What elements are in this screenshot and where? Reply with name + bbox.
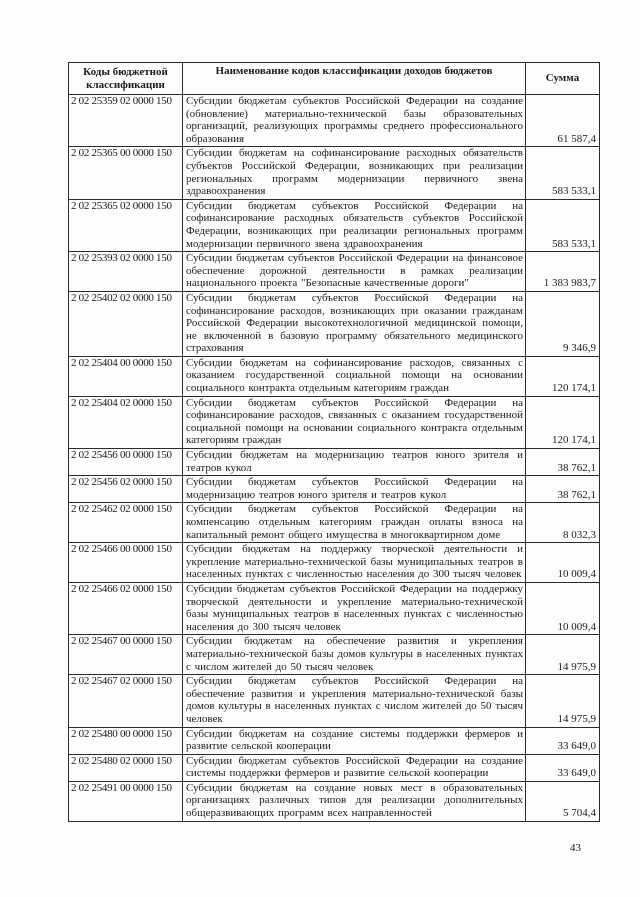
row-sum-value: 1 383 983,7 <box>526 252 600 292</box>
row-budget-code: 2 02 25466 02 0000 150 <box>69 582 183 634</box>
row-classification-name: Субсидии бюджетам субъектов Российской Федерации на модернизацию театров юного зрителя и театров кукол <box>183 476 526 503</box>
row-classification-name: Субсидии бюджетам субъектов Российской Федерации на поддержку творческой деятельности и укрепление материально-технической базы муниципальных театров в населенных пунктах с численностью населения до 300 тысяч человек <box>183 582 526 634</box>
col-header-codes: Коды бюджетной классификации <box>69 63 183 95</box>
row-budget-code: 2 02 25456 00 0000 150 <box>69 449 183 476</box>
row-classification-name: Субсидии бюджетам на обеспечение развития и укрепления материально-технической базы домов культуры в населенных пунктах с числом жителей до 50 тысяч человек <box>183 635 526 675</box>
table-row <box>69 543 600 583</box>
row-classification-name: Субсидии бюджетам субъектов Российской Федерации на компенсацию отдельным категориям граждан оплаты взноса на капитальный ремонт общего имущества в многоквартирном доме <box>183 503 526 543</box>
row-classification-name: Субсидии бюджетам на модернизацию театров юного зрителя и театров кукол <box>183 449 526 476</box>
row-classification-name: Субсидии бюджетам субъектов Российской Федерации на софинансирование расходных обязательств субъектов Российской Федерации, возникающих при реализации региональных программ модернизации первичного звена здравоохранения <box>183 199 526 251</box>
row-sum-value: 9 346,9 <box>526 291 600 356</box>
table-header <box>69 63 600 95</box>
row-sum-value: 33 649,0 <box>526 754 600 781</box>
row-budget-code: 2 02 25393 02 0000 150 <box>69 252 183 292</box>
row-sum-value: 10 009,4 <box>526 543 600 583</box>
row-budget-code: 2 02 25467 00 0000 150 <box>69 635 183 675</box>
row-classification-name: Субсидии бюджетам субъектов Российской Федерации на софинансирование расходов, связанных с оказанием государственной социальной помощи на основании социального контракта отдельным категориям граждан <box>183 396 526 448</box>
col-header-names: Наименование кодов классификации доходов бюджетов <box>183 63 526 95</box>
row-classification-name: Субсидии бюджетам на создание системы поддержки фермеров и развитие сельской кооперации <box>183 727 526 754</box>
row-sum-value: 33 649,0 <box>526 727 600 754</box>
row-sum-value: 5 704,4 <box>526 781 600 821</box>
row-sum-value: 583 533,1 <box>526 147 600 199</box>
row-sum-value: 583 533,1 <box>526 199 600 251</box>
row-budget-code: 2 02 25467 02 0000 150 <box>69 675 183 727</box>
table-row <box>69 291 600 356</box>
table-row <box>69 95 600 147</box>
row-classification-name: Субсидии бюджетам субъектов Российской Федерации на софинансирование расходов, возникающих при оказании гражданам Российской Федерации высокотехнологичной медицинской помощи, не включенной в базовую программу обязательного медицинского страхования <box>183 291 526 356</box>
row-budget-code: 2 02 25365 00 0000 150 <box>69 147 183 199</box>
table-row <box>69 503 600 543</box>
row-budget-code: 2 02 25456 02 0000 150 <box>69 476 183 503</box>
row-budget-code: 2 02 25365 02 0000 150 <box>69 199 183 251</box>
row-budget-code: 2 02 25480 02 0000 150 <box>69 754 183 781</box>
row-sum-value: 14 975,9 <box>526 635 600 675</box>
row-budget-code: 2 02 25404 02 0000 150 <box>69 396 183 448</box>
row-classification-name: Субсидии бюджетам на софинансирование расходных обязательств субъектов Российской Федерации, возникающих при реализации региональных программ модернизации первичного звена здравоохранения <box>183 147 526 199</box>
row-budget-code: 2 02 25466 00 0000 150 <box>69 543 183 583</box>
row-budget-code: 2 02 25462 02 0000 150 <box>69 503 183 543</box>
row-sum-value: 10 009,4 <box>526 582 600 634</box>
row-budget-code: 2 02 25404 00 0000 150 <box>69 356 183 396</box>
table-row <box>69 781 600 821</box>
table-row <box>69 252 600 292</box>
table-row <box>69 476 600 503</box>
row-budget-code: 2 02 25359 02 0000 150 <box>69 95 183 147</box>
row-sum-value: 8 032,3 <box>526 503 600 543</box>
table-row <box>69 356 600 396</box>
row-budget-code: 2 02 25480 00 0000 150 <box>69 727 183 754</box>
row-sum-value: 38 762,1 <box>526 449 600 476</box>
row-budget-code: 2 02 25491 00 0000 150 <box>69 781 183 821</box>
row-classification-name: Субсидии бюджетам на создание новых мест в образовательных организациях различных типов для реализации дополнительных общеразвивающих программ всех направленностей <box>183 781 526 821</box>
row-classification-name: Субсидии бюджетам субъектов Российской Федерации на создание системы поддержки фермеров и развитие сельской кооперации <box>183 754 526 781</box>
table-row <box>69 147 600 199</box>
budget-classification-table-container <box>68 62 599 822</box>
col-header-sum: Сумма <box>526 63 600 95</box>
page-number: 43 <box>570 842 581 854</box>
table-row <box>69 675 600 727</box>
table-row <box>69 727 600 754</box>
row-classification-name: Субсидии бюджетам субъектов Российской Федерации на обеспечение развития и укрепления материально-технической базы домов культуры в населенных пунктах с числом жителей до 50 тысяч человек <box>183 675 526 727</box>
row-classification-name: Субсидии бюджетам на софинансирование расходов, связанных с оказанием государственной социальной помощи на основании социального контракта отдельным категориям граждан <box>183 356 526 396</box>
budget-classification-table <box>68 62 600 822</box>
row-classification-name: Субсидии бюджетам субъектов Российской Федерации на финансовое обеспечение дорожной деятельности в рамках реализации национального проекта "Безопасные качественные дороги" <box>183 252 526 292</box>
row-classification-name: Субсидии бюджетам субъектов Российской Федерации на создание (обновление) материально-технической базы образовательных организаций, реализующих программы среднего профессионального образования <box>183 95 526 147</box>
table-row <box>69 582 600 634</box>
row-sum-value: 120 174,1 <box>526 356 600 396</box>
row-sum-value: 120 174,1 <box>526 396 600 448</box>
row-classification-name: Субсидии бюджетам на поддержку творческой деятельности и укрепление материально-технической базы муниципальных театров в населенных пунктах с численностью населения до 300 тысяч человек <box>183 543 526 583</box>
table-row <box>69 199 600 251</box>
table-row <box>69 396 600 448</box>
row-sum-value: 14 975,9 <box>526 675 600 727</box>
row-sum-value: 61 587,4 <box>526 95 600 147</box>
table-body <box>69 95 600 822</box>
table-row <box>69 635 600 675</box>
table-row <box>69 754 600 781</box>
row-budget-code: 2 02 25402 02 0000 150 <box>69 291 183 356</box>
header-row <box>69 63 600 95</box>
table-row <box>69 449 600 476</box>
row-sum-value: 38 762,1 <box>526 476 600 503</box>
